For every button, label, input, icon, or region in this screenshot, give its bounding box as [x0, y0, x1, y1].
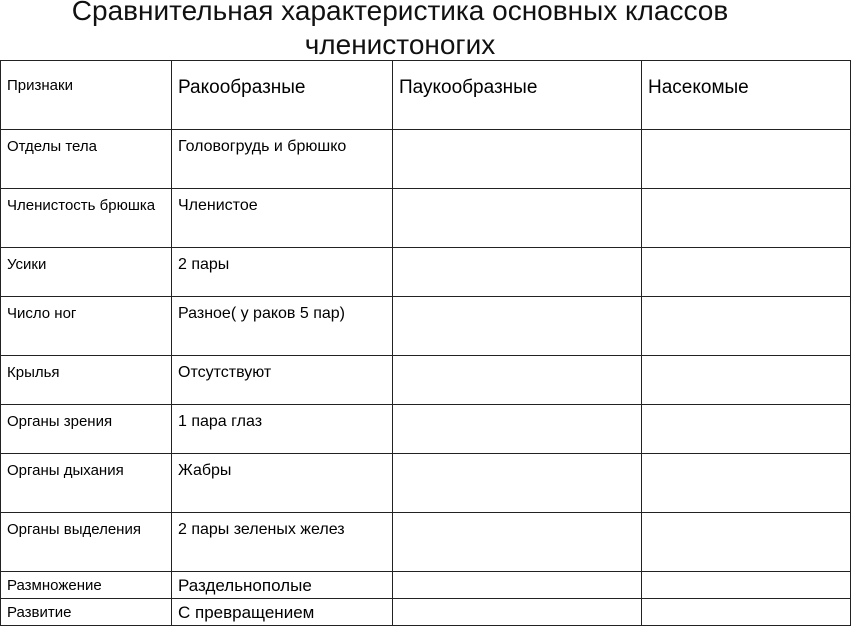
- crustaceans-cell: Раздельнополые: [172, 572, 393, 599]
- row-label: Органы дыхания: [1, 454, 172, 513]
- table-row: [1, 405, 851, 454]
- crustaceans-cell: 2 пары зеленых желез: [172, 513, 393, 572]
- arachnids-cell: [393, 189, 642, 248]
- arachnids-cell: [393, 356, 642, 405]
- arachnids-cell: [393, 297, 642, 356]
- insects-cell: [642, 454, 851, 513]
- crustaceans-cell: 2 пары: [172, 248, 393, 297]
- crustaceans-cell: Жабры: [172, 454, 393, 513]
- row-label: Развитие: [1, 599, 172, 626]
- insects-cell: [642, 297, 851, 356]
- insects-cell: [642, 572, 851, 599]
- row-label: Органы выделения: [1, 513, 172, 572]
- row-label: Размножение: [1, 572, 172, 599]
- header-insects: Насекомые: [642, 61, 851, 130]
- header-crustaceans: Ракообразные: [172, 61, 393, 130]
- table-row: [1, 297, 851, 356]
- arachnids-cell: [393, 405, 642, 454]
- row-label: Органы зрения: [1, 405, 172, 454]
- crustaceans-cell: С превращением: [172, 599, 393, 626]
- table-row: [1, 248, 851, 297]
- table-row: [1, 572, 851, 599]
- row-label: Членистость брюшка: [1, 189, 172, 248]
- table-header-row: [1, 61, 851, 130]
- header-features: Признаки: [1, 61, 172, 130]
- crustaceans-cell: Отсутствуют: [172, 356, 393, 405]
- row-label: Число ног: [1, 297, 172, 356]
- table-row: [1, 454, 851, 513]
- arachnids-cell: [393, 130, 642, 189]
- header-arachnids: Паукообразные: [393, 61, 642, 130]
- table-row: [1, 356, 851, 405]
- row-label: Отделы тела: [1, 130, 172, 189]
- arachnids-cell: [393, 599, 642, 626]
- table-row: [1, 189, 851, 248]
- comparison-table: [0, 60, 851, 626]
- table-row: [1, 513, 851, 572]
- insects-cell: [642, 248, 851, 297]
- insects-cell: [642, 356, 851, 405]
- insects-cell: [642, 189, 851, 248]
- row-label: Крылья: [1, 356, 172, 405]
- crustaceans-cell: Разное( у раков 5 пар): [172, 297, 393, 356]
- crustaceans-cell: 1 пара глаз: [172, 405, 393, 454]
- arachnids-cell: [393, 454, 642, 513]
- insects-cell: [642, 130, 851, 189]
- table-row: [1, 130, 851, 189]
- table-row: [1, 599, 851, 626]
- crustaceans-cell: Членистое: [172, 189, 393, 248]
- arachnids-cell: [393, 248, 642, 297]
- arachnids-cell: [393, 513, 642, 572]
- insects-cell: [642, 599, 851, 626]
- insects-cell: [642, 405, 851, 454]
- row-label: Усики: [1, 248, 172, 297]
- slide-title: Сравнительная характеристика основных классов членистоногих: [71, 0, 729, 60]
- insects-cell: [642, 513, 851, 572]
- arachnids-cell: [393, 572, 642, 599]
- crustaceans-cell: Головогрудь и брюшко: [172, 130, 393, 189]
